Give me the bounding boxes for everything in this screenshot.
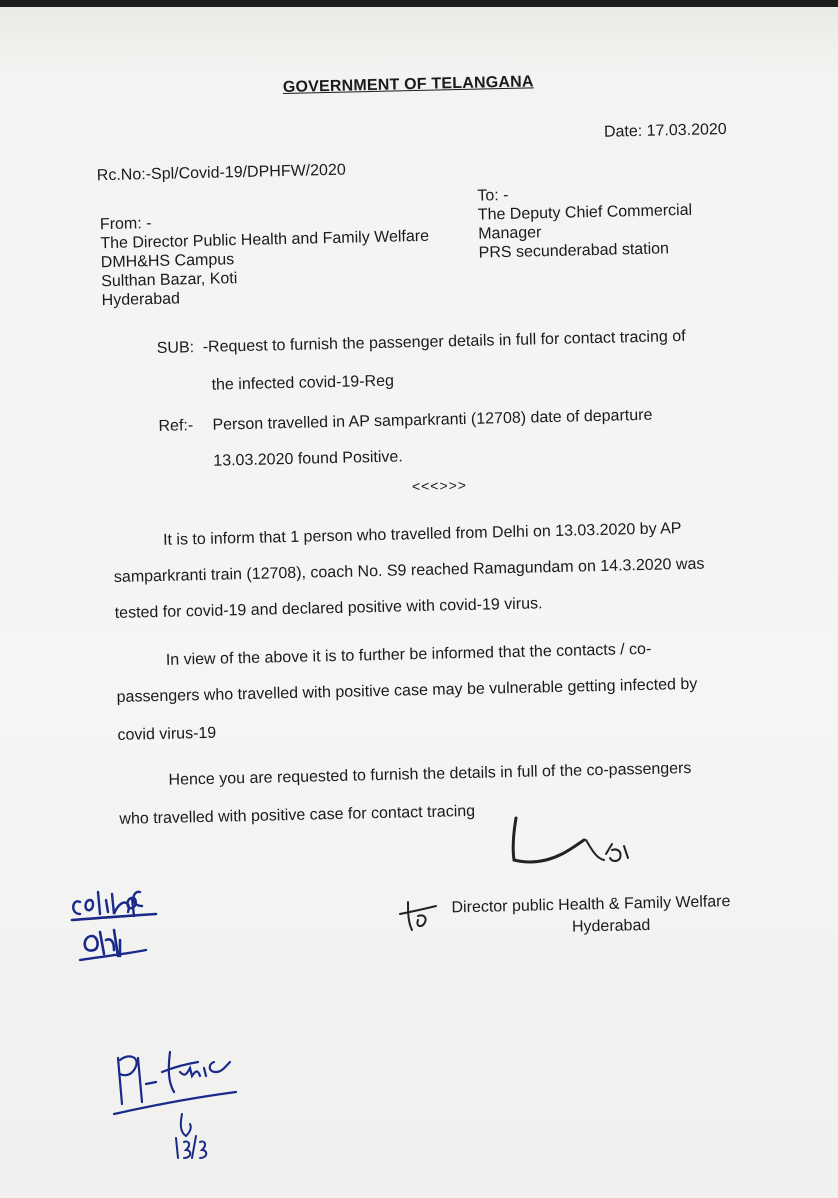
letter-date: Date: 17.03.2020	[603, 120, 727, 141]
subject-line: the infected covid-19-Reg	[211, 372, 395, 394]
from-block	[100, 208, 431, 310]
signature-icon	[500, 810, 650, 880]
to-label: To: -	[477, 186, 509, 205]
from-label: From: -	[99, 215, 152, 234]
reference-number: Rc.No:-Spl/Covid-19/DPHFW/2020	[96, 161, 346, 185]
body-line: samparkranti train (12708), coach No. S9 reached Ramagundam on 14.3.2020 was	[113, 555, 705, 586]
handwritten-note-icon	[66, 880, 166, 970]
to-line: PRS secunderabad station	[478, 240, 670, 262]
signatory-title: Director public Health & Family Welfare	[451, 893, 731, 917]
page-title: GOVERNMENT OF TELANGANA	[282, 73, 534, 97]
reference-line: 13.03.2020 found Positive.	[213, 448, 403, 470]
body-line: Hence you are requested to furnish the details in full of the co-passengers	[168, 759, 692, 789]
to-line: Manager	[478, 224, 542, 243]
body-line: passengers who travelled with positive case may be vulnerable getting infected by	[116, 675, 698, 706]
from-line: The Director Public Health and Family Welfare	[100, 227, 430, 253]
body-line: It is to inform that 1 person who travelled from Delhi on 13.03.2020 by AP	[162, 520, 682, 549]
from-line: DMH&HS Campus	[100, 251, 235, 272]
signatory-city: Hyderabad	[571, 916, 651, 936]
to-block	[477, 182, 693, 263]
subject-line: -Request to furnish the passenger details in full for contact tracing of	[202, 327, 686, 356]
body-line: In view of the above it is to further be informed that the contacts / co-	[165, 640, 652, 669]
subject-label: SUB:	[156, 339, 195, 357]
body-line: covid virus-19	[117, 724, 217, 744]
body-line: tested for covid-19 and declared positive with covid-19 virus.	[114, 595, 543, 622]
to-line: The Deputy Chief Commercial	[477, 201, 693, 224]
from-line: Sulthan Bazar, Koti	[101, 270, 238, 291]
separator: <<<>>>	[411, 476, 468, 495]
body-line: who travelled with positive case for contact tracing	[119, 802, 476, 828]
from-line: Hyderabad	[101, 290, 181, 310]
reference-line: Person travelled in AP samparkranti (12708) date of departure	[212, 406, 653, 434]
for-initials-icon	[396, 894, 444, 934]
reference-label: Ref:-	[158, 417, 194, 435]
handwritten-note-icon	[110, 1018, 250, 1168]
